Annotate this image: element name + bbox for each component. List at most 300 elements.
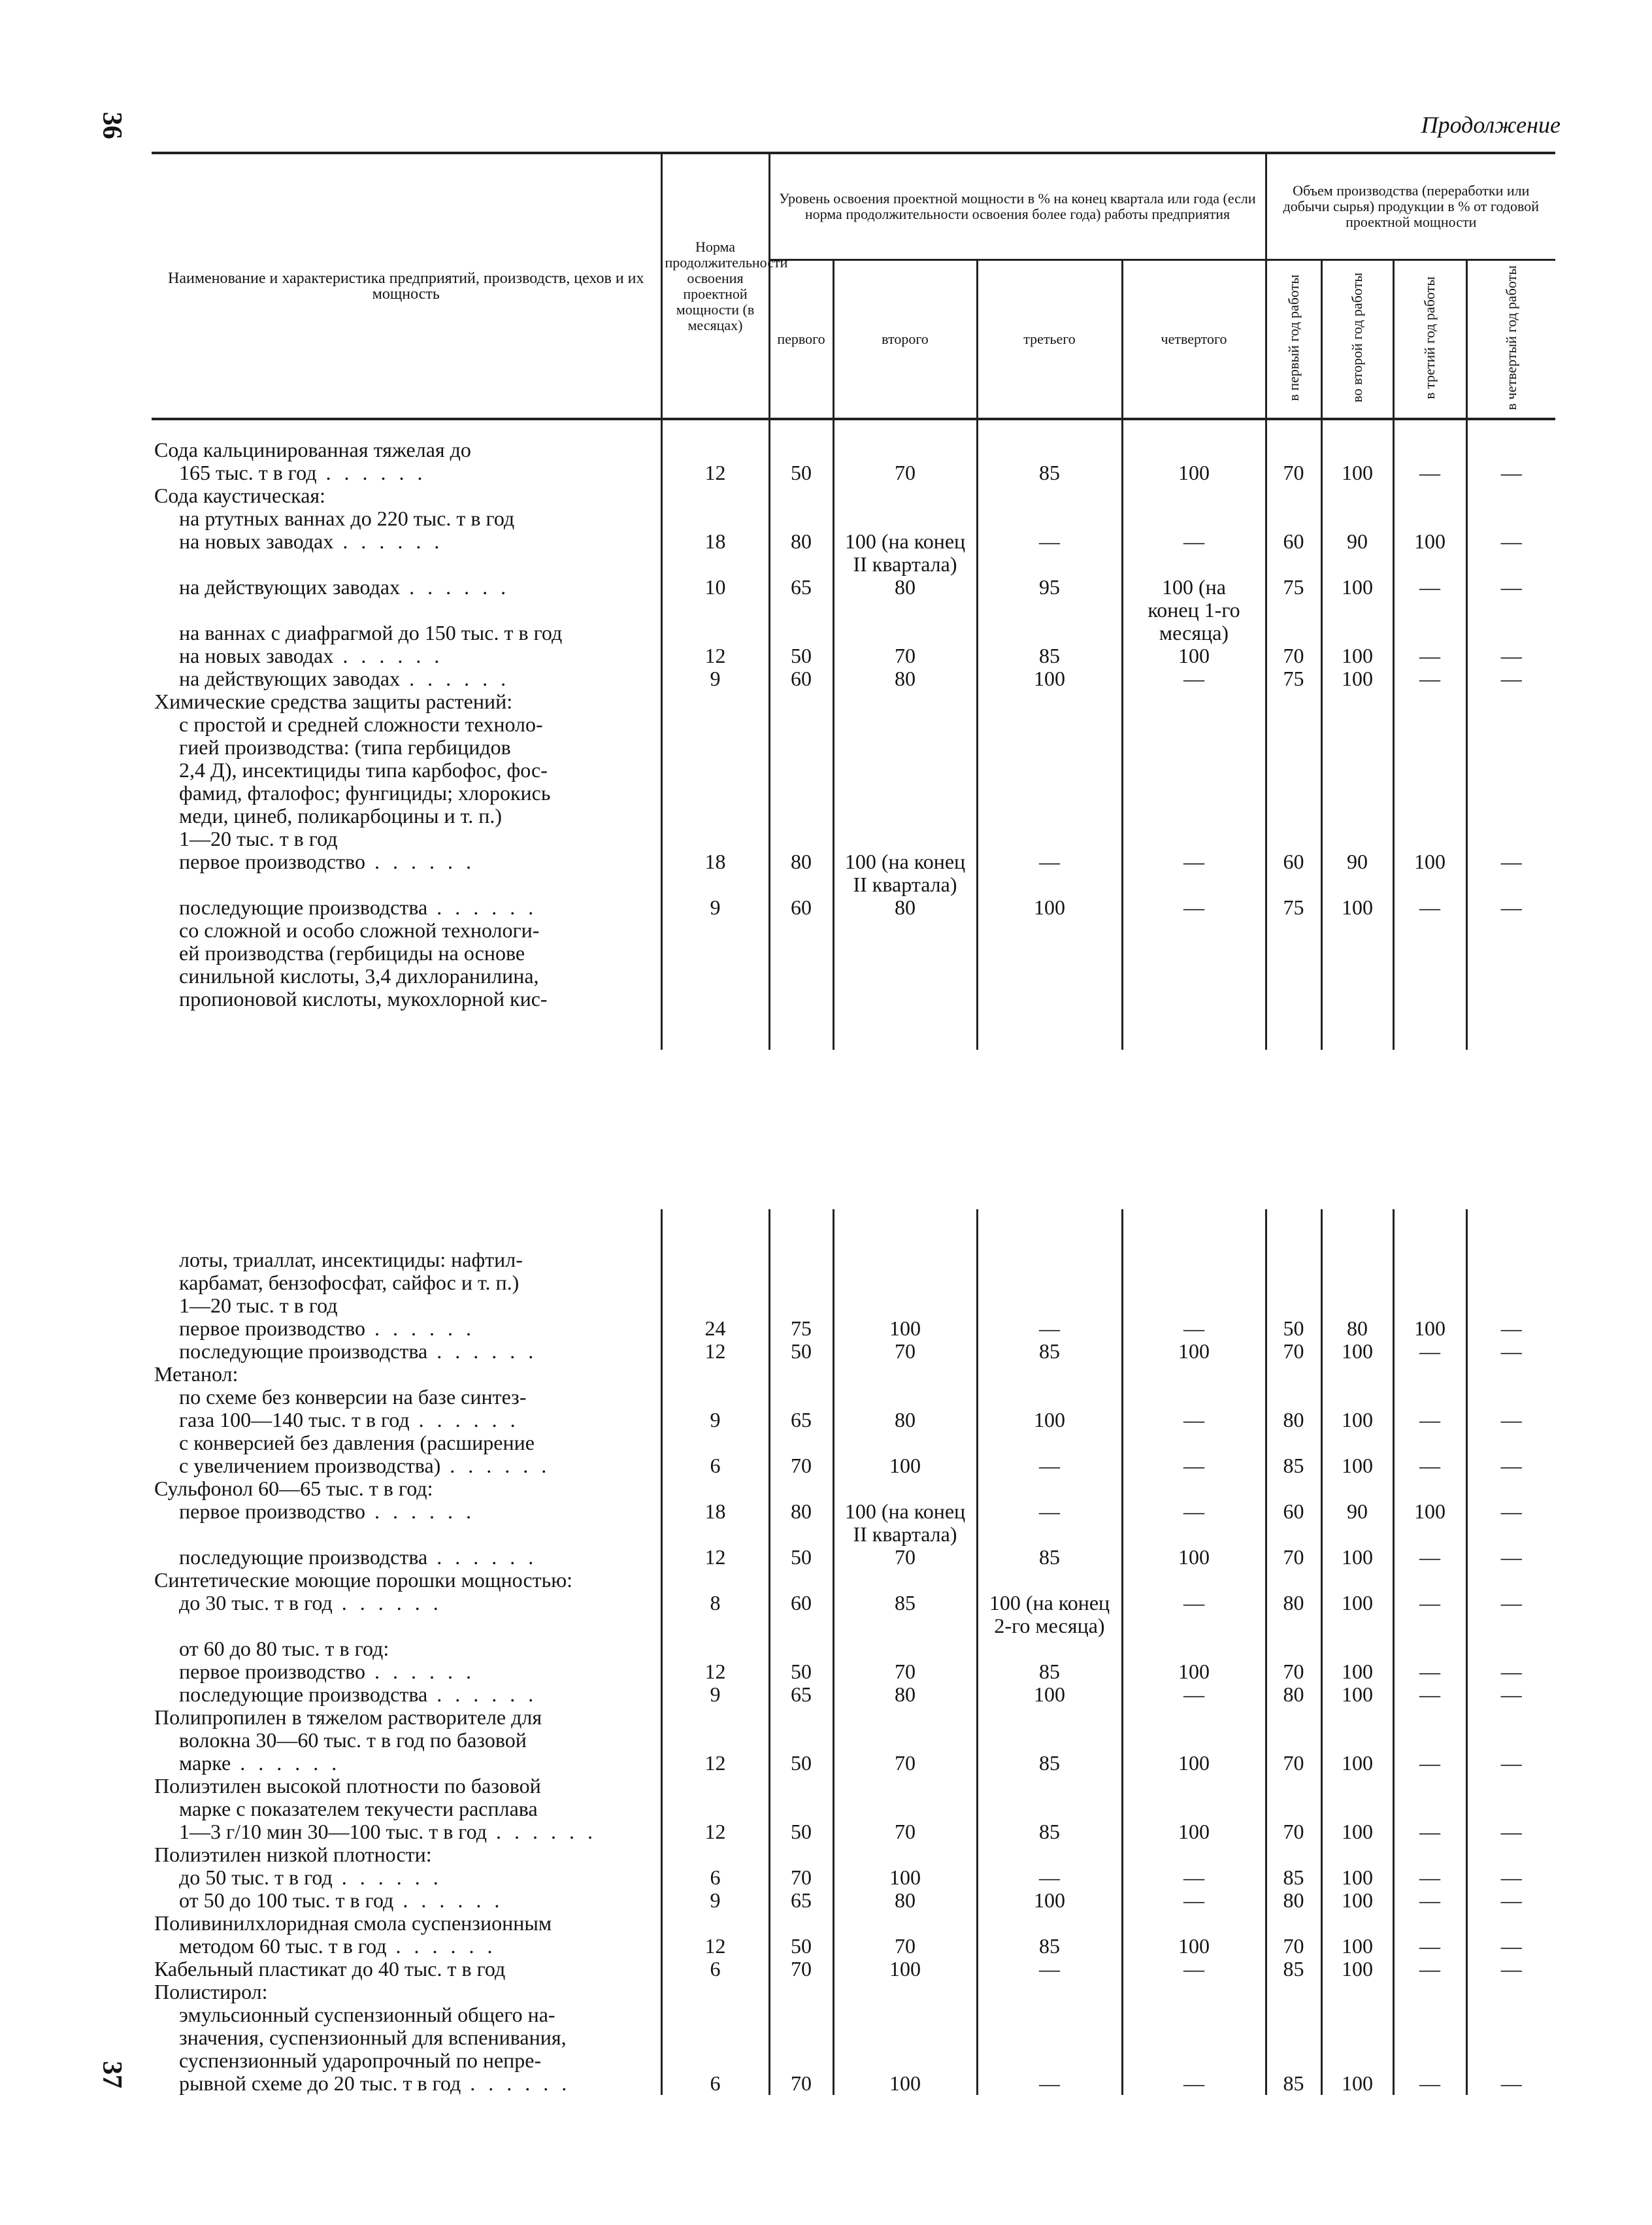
value-cell: 70 <box>769 2072 833 2095</box>
item-name: от 60 до 80 тыс. т в год: <box>179 1637 389 1660</box>
value-cell <box>1321 1843 1393 1866</box>
value-cell: 80 <box>1266 1409 1321 1431</box>
header-level-col: третьего <box>977 260 1122 420</box>
value-cell <box>1393 690 1466 713</box>
value-cell <box>977 782 1122 805</box>
value-cell: — <box>1393 896 1466 919</box>
value-cell <box>977 1386 1122 1409</box>
value-cell <box>661 1363 769 1386</box>
item-name: на действующих заводах . . . . . . <box>179 575 510 599</box>
item-name: Полиэтилен низкой плотности: <box>154 1843 432 1866</box>
item-name: синильной кислоты, 3,4 дихлоранилина, <box>179 964 539 988</box>
value-cell <box>661 622 769 644</box>
value-cell: 100 (на конец <box>833 1500 977 1523</box>
value-cell: — <box>1122 2072 1266 2095</box>
table-row <box>152 2072 1555 2095</box>
value-cell <box>769 988 833 1011</box>
value-cell: — <box>1122 1409 1266 1431</box>
value-cell: — <box>1466 1683 1555 1706</box>
value-cell <box>661 1386 769 1409</box>
table-row <box>152 1569 1555 1592</box>
table-row <box>152 1546 1555 1569</box>
value-cell <box>1266 622 1321 644</box>
value-cell: 70 <box>833 1935 977 1958</box>
value-cell <box>1122 919 1266 942</box>
value-cell <box>1393 1569 1466 1592</box>
value-cell: 85 <box>977 1752 1122 1775</box>
value-cell <box>1321 1271 1393 1294</box>
value-cell: — <box>1393 1660 1466 1683</box>
item-name: 1—20 тыс. т в год <box>179 1294 338 1317</box>
value-cell <box>1122 553 1266 576</box>
value-cell: 100 <box>1321 896 1393 919</box>
table-row <box>152 919 1555 942</box>
value-cell: 100 <box>1321 1935 1393 1958</box>
table-row <box>152 1477 1555 1500</box>
value-cell: — <box>1122 1958 1266 1981</box>
value-cell <box>661 828 769 850</box>
value-cell <box>1266 1569 1321 1592</box>
value-cell <box>1122 2049 1266 2072</box>
value-cell <box>1321 690 1393 713</box>
value-cell <box>977 759 1122 782</box>
value-cell <box>833 919 977 942</box>
item-name: Полистирол: <box>154 1980 268 2003</box>
value-cell <box>1466 1569 1555 1592</box>
value-cell: 65 <box>769 1409 833 1431</box>
value-cell <box>1266 1637 1321 1660</box>
value-cell: 60 <box>1266 850 1321 873</box>
value-cell: — <box>977 850 1122 873</box>
value-cell <box>769 1363 833 1386</box>
value-cell <box>833 1981 977 2003</box>
value-cell: 50 <box>769 1340 833 1363</box>
value-cell: 10 <box>661 576 769 599</box>
item-name: Синтетические моющие порошки мощностью: <box>154 1568 573 1592</box>
value-cell <box>1122 736 1266 759</box>
value-cell <box>1466 942 1555 965</box>
value-cell <box>977 1706 1122 1729</box>
table-row <box>152 1523 1555 1546</box>
value-cell: 70 <box>833 1660 977 1683</box>
item-name <box>152 553 661 576</box>
value-cell <box>1122 782 1266 805</box>
table-row <box>152 1592 1555 1614</box>
value-cell: 100 <box>1122 644 1266 667</box>
value-cell: — <box>1122 1592 1266 1614</box>
value-cell: 85 <box>1266 1958 1321 1981</box>
value-cell: 50 <box>769 461 833 484</box>
item-name: на новых заводах . . . . . . <box>179 529 444 553</box>
value-cell <box>769 1431 833 1454</box>
value-cell <box>1466 1477 1555 1500</box>
value-cell <box>661 599 769 622</box>
value-cell <box>1122 828 1266 850</box>
value-cell: 12 <box>661 461 769 484</box>
value-cell <box>833 1798 977 1820</box>
table-row <box>152 2049 1555 2072</box>
value-cell: — <box>1466 850 1555 873</box>
value-cell: 12 <box>661 644 769 667</box>
value-cell: 2-го месяца) <box>977 1614 1122 1637</box>
value-cell: 60 <box>769 667 833 690</box>
value-cell: — <box>1122 896 1266 919</box>
item-name: меди, цинеб, поликарбоцины и т. п.) <box>179 804 502 828</box>
table-row <box>152 965 1555 988</box>
value-cell <box>769 1386 833 1409</box>
value-cell: 70 <box>833 1546 977 1569</box>
value-cell: 85 <box>977 1935 1122 1958</box>
item-name: с простой и средней сложности техноло- <box>179 712 543 736</box>
value-cell <box>977 1775 1122 1798</box>
value-cell <box>1122 1523 1266 1546</box>
value-cell <box>1321 507 1393 530</box>
table-row <box>152 1683 1555 1706</box>
value-cell: 65 <box>769 576 833 599</box>
value-cell: 100 <box>833 1454 977 1477</box>
item-name: Полипропилен в тяжелом растворителе для <box>154 1705 542 1729</box>
value-cell: — <box>1393 1752 1466 1775</box>
item-name: первое производство . . . . . . <box>179 850 476 873</box>
value-cell <box>977 599 1122 622</box>
value-cell: 85 <box>977 461 1122 484</box>
capacity-table-bottom <box>152 1209 1555 2095</box>
table-row <box>152 599 1555 622</box>
header-norm: Норма продолжительности освоения проектной мощности (в месяцах) <box>661 153 769 419</box>
value-cell <box>769 782 833 805</box>
value-cell: 100 <box>1321 1546 1393 1569</box>
value-cell <box>1321 2026 1393 2049</box>
value-cell <box>833 1431 977 1454</box>
value-cell: — <box>1466 896 1555 919</box>
item-name: 165 тыс. т в год . . . . . . <box>179 461 427 484</box>
value-cell <box>1466 2003 1555 2026</box>
table-row <box>152 1363 1555 1386</box>
value-cell <box>1321 439 1393 461</box>
value-cell <box>1466 1271 1555 1294</box>
value-cell: — <box>977 530 1122 553</box>
table-row <box>152 1798 1555 1820</box>
value-cell <box>661 965 769 988</box>
item-name: гией производства: (типа гербицидов <box>179 735 511 759</box>
value-cell <box>833 439 977 461</box>
value-cell: 75 <box>1266 896 1321 919</box>
value-cell: 70 <box>1266 1660 1321 1683</box>
value-cell: 85 <box>977 644 1122 667</box>
item-name: Метанол: <box>154 1362 239 1386</box>
value-cell <box>833 1614 977 1637</box>
value-cell: — <box>1466 1958 1555 1981</box>
value-cell: 9 <box>661 1409 769 1431</box>
value-cell: 70 <box>769 1866 833 1889</box>
value-cell <box>769 828 833 850</box>
value-cell: 100 <box>833 1958 977 1981</box>
value-cell <box>1266 1614 1321 1637</box>
value-cell: 100 <box>1321 1340 1393 1363</box>
value-cell <box>977 1271 1122 1294</box>
value-cell <box>1266 507 1321 530</box>
value-cell: — <box>1466 461 1555 484</box>
value-cell <box>1393 782 1466 805</box>
value-cell <box>1266 1248 1321 1271</box>
value-cell <box>661 690 769 713</box>
value-cell <box>1321 965 1393 988</box>
value-cell <box>1393 1431 1466 1454</box>
value-cell <box>1466 553 1555 576</box>
value-cell <box>1122 1294 1266 1317</box>
value-cell <box>1321 919 1393 942</box>
value-cell <box>1266 1386 1321 1409</box>
item-name: суспензионный ударопрочный по непре- <box>179 2049 542 2072</box>
value-cell: — <box>977 1500 1122 1523</box>
value-cell <box>1393 965 1466 988</box>
value-cell <box>977 553 1122 576</box>
header-volume-col: в четвертый год работы <box>1466 260 1555 420</box>
value-cell <box>1266 553 1321 576</box>
value-cell <box>769 759 833 782</box>
value-cell <box>1122 1477 1266 1500</box>
value-cell <box>661 439 769 461</box>
value-cell: 100 <box>1321 1752 1393 1775</box>
value-cell: 100 <box>1321 1409 1393 1431</box>
value-cell <box>833 713 977 736</box>
value-cell <box>1466 507 1555 530</box>
value-cell <box>977 507 1122 530</box>
value-cell <box>1321 1477 1393 1500</box>
value-cell <box>1321 1775 1393 1798</box>
value-cell <box>833 759 977 782</box>
value-cell: — <box>1466 1935 1555 1958</box>
value-cell <box>769 484 833 507</box>
value-cell: 12 <box>661 1546 769 1569</box>
value-cell: 100 <box>1393 530 1466 553</box>
value-cell: — <box>977 1866 1122 1889</box>
value-cell <box>833 965 977 988</box>
value-cell <box>1466 1294 1555 1317</box>
value-cell: 50 <box>769 1660 833 1683</box>
value-cell: — <box>1466 644 1555 667</box>
table-row <box>152 1660 1555 1683</box>
value-cell <box>1266 965 1321 988</box>
value-cell <box>977 713 1122 736</box>
value-cell: — <box>1466 1454 1555 1477</box>
value-cell: — <box>1466 530 1555 553</box>
value-cell: — <box>1393 1340 1466 1363</box>
value-cell: 85 <box>977 1820 1122 1843</box>
item-name: 2,4 Д), инсектициды типа карбофос, фос- <box>179 758 548 782</box>
value-cell: 6 <box>661 2072 769 2095</box>
value-cell <box>977 805 1122 828</box>
value-cell <box>1122 690 1266 713</box>
capacity-table-top <box>152 152 1555 1050</box>
value-cell <box>1466 805 1555 828</box>
value-cell <box>661 1798 769 1820</box>
value-cell <box>661 1271 769 1294</box>
value-cell <box>833 1729 977 1752</box>
value-cell: 80 <box>769 530 833 553</box>
value-cell <box>1321 782 1393 805</box>
value-cell: 80 <box>833 896 977 919</box>
table-row <box>152 1454 1555 1477</box>
value-cell <box>1466 1363 1555 1386</box>
spacer-row <box>152 419 1555 439</box>
value-cell <box>1393 553 1466 576</box>
value-cell <box>1122 1798 1266 1820</box>
value-cell <box>1393 1614 1466 1637</box>
value-cell: 75 <box>1266 667 1321 690</box>
value-cell: 70 <box>833 644 977 667</box>
value-cell <box>1321 1614 1393 1637</box>
value-cell: 100 <box>977 1409 1122 1431</box>
table-row <box>152 896 1555 919</box>
value-cell <box>1466 2049 1555 2072</box>
value-cell <box>1321 736 1393 759</box>
value-cell: 100 <box>1122 1546 1266 1569</box>
value-cell <box>977 1729 1122 1752</box>
value-cell <box>1266 1843 1321 1866</box>
value-cell <box>833 736 977 759</box>
value-cell <box>1122 2003 1266 2026</box>
value-cell <box>769 1614 833 1637</box>
value-cell <box>977 942 1122 965</box>
value-cell <box>1321 1294 1393 1317</box>
value-cell: 100 <box>1321 1683 1393 1706</box>
value-cell <box>1266 599 1321 622</box>
value-cell <box>661 1569 769 1592</box>
value-cell <box>1393 507 1466 530</box>
value-cell: 12 <box>661 1935 769 1958</box>
value-cell <box>769 690 833 713</box>
value-cell <box>977 1523 1122 1546</box>
value-cell <box>769 1569 833 1592</box>
value-cell: 70 <box>833 461 977 484</box>
value-cell <box>833 1248 977 1271</box>
value-cell <box>1393 1729 1466 1752</box>
value-cell <box>1466 782 1555 805</box>
value-cell <box>1122 507 1266 530</box>
value-cell <box>1466 1614 1555 1637</box>
table-row <box>152 1409 1555 1431</box>
value-cell <box>833 1706 977 1729</box>
value-cell: 70 <box>1266 461 1321 484</box>
value-cell <box>977 965 1122 988</box>
value-cell <box>769 553 833 576</box>
value-cell: 80 <box>1266 1889 1321 1912</box>
value-cell <box>661 1981 769 2003</box>
value-cell <box>1393 805 1466 828</box>
table-row <box>152 1866 1555 1889</box>
value-cell <box>1393 599 1466 622</box>
value-cell <box>1466 988 1555 1011</box>
value-cell <box>1122 1569 1266 1592</box>
value-cell <box>1321 599 1393 622</box>
value-cell <box>1122 2026 1266 2049</box>
value-cell <box>1266 805 1321 828</box>
value-cell <box>1393 1843 1466 1866</box>
value-cell <box>1266 713 1321 736</box>
value-cell <box>1393 828 1466 850</box>
value-cell <box>769 1248 833 1271</box>
value-cell: — <box>1122 1454 1266 1477</box>
item-name <box>152 1523 661 1546</box>
item-name: рывной схеме до 20 тыс. т в год . . . . . . <box>179 2071 571 2095</box>
page-number-top: 36 <box>97 112 127 139</box>
value-cell <box>769 1706 833 1729</box>
value-cell <box>1266 1729 1321 1752</box>
value-cell: — <box>1393 1935 1466 1958</box>
value-cell <box>661 1706 769 1729</box>
table-row <box>152 805 1555 828</box>
value-cell: 100 <box>1321 667 1393 690</box>
value-cell <box>1266 736 1321 759</box>
value-cell: — <box>1393 1866 1466 1889</box>
value-cell <box>661 805 769 828</box>
value-cell <box>977 1431 1122 1454</box>
value-cell <box>1393 1477 1466 1500</box>
value-cell <box>769 1981 833 2003</box>
value-cell <box>661 1614 769 1637</box>
value-cell <box>1122 1729 1266 1752</box>
value-cell <box>661 2049 769 2072</box>
table-row <box>152 713 1555 736</box>
value-cell: 100 (на конец <box>977 1592 1122 1614</box>
value-cell <box>1266 484 1321 507</box>
table-row <box>152 782 1555 805</box>
value-cell: — <box>1466 1889 1555 1912</box>
value-cell <box>661 782 769 805</box>
value-cell <box>1466 873 1555 896</box>
table-row <box>152 2026 1555 2049</box>
value-cell <box>977 690 1122 713</box>
value-cell: конец 1-го <box>1122 599 1266 622</box>
value-cell: 80 <box>833 1889 977 1912</box>
value-cell <box>1122 965 1266 988</box>
value-cell: II квартала) <box>833 553 977 576</box>
value-cell <box>661 759 769 782</box>
value-cell: 6 <box>661 1454 769 1477</box>
item-name <box>152 873 661 896</box>
value-cell: — <box>1466 1592 1555 1614</box>
value-cell: 100 <box>1321 1592 1393 1614</box>
value-cell <box>1122 1271 1266 1294</box>
value-cell <box>833 782 977 805</box>
value-cell <box>661 942 769 965</box>
header-volume-col: в третий год работы <box>1393 260 1466 420</box>
table-row <box>152 988 1555 1011</box>
item-name: по схеме без конверсии на базе синтез- <box>179 1385 527 1409</box>
value-cell: — <box>1466 1820 1555 1843</box>
value-cell: 70 <box>1266 1820 1321 1843</box>
value-cell <box>1321 1729 1393 1752</box>
value-cell <box>977 439 1122 461</box>
item-name: на ртутных ваннах до 220 тыс. т в год <box>179 507 515 530</box>
table-row <box>152 1775 1555 1798</box>
value-cell <box>661 1248 769 1271</box>
table-row <box>152 1958 1555 1981</box>
value-cell: — <box>1466 1409 1555 1431</box>
value-cell: 100 <box>1321 1820 1393 1843</box>
value-cell: 100 <box>833 2072 977 2095</box>
value-cell: 9 <box>661 1683 769 1706</box>
table-row <box>152 1706 1555 1729</box>
value-cell <box>1266 1363 1321 1386</box>
value-cell <box>1122 1431 1266 1454</box>
value-cell: 85 <box>833 1592 977 1614</box>
value-cell <box>1393 1775 1466 1798</box>
value-cell: 80 <box>833 667 977 690</box>
value-cell: — <box>1122 667 1266 690</box>
value-cell <box>661 1523 769 1546</box>
